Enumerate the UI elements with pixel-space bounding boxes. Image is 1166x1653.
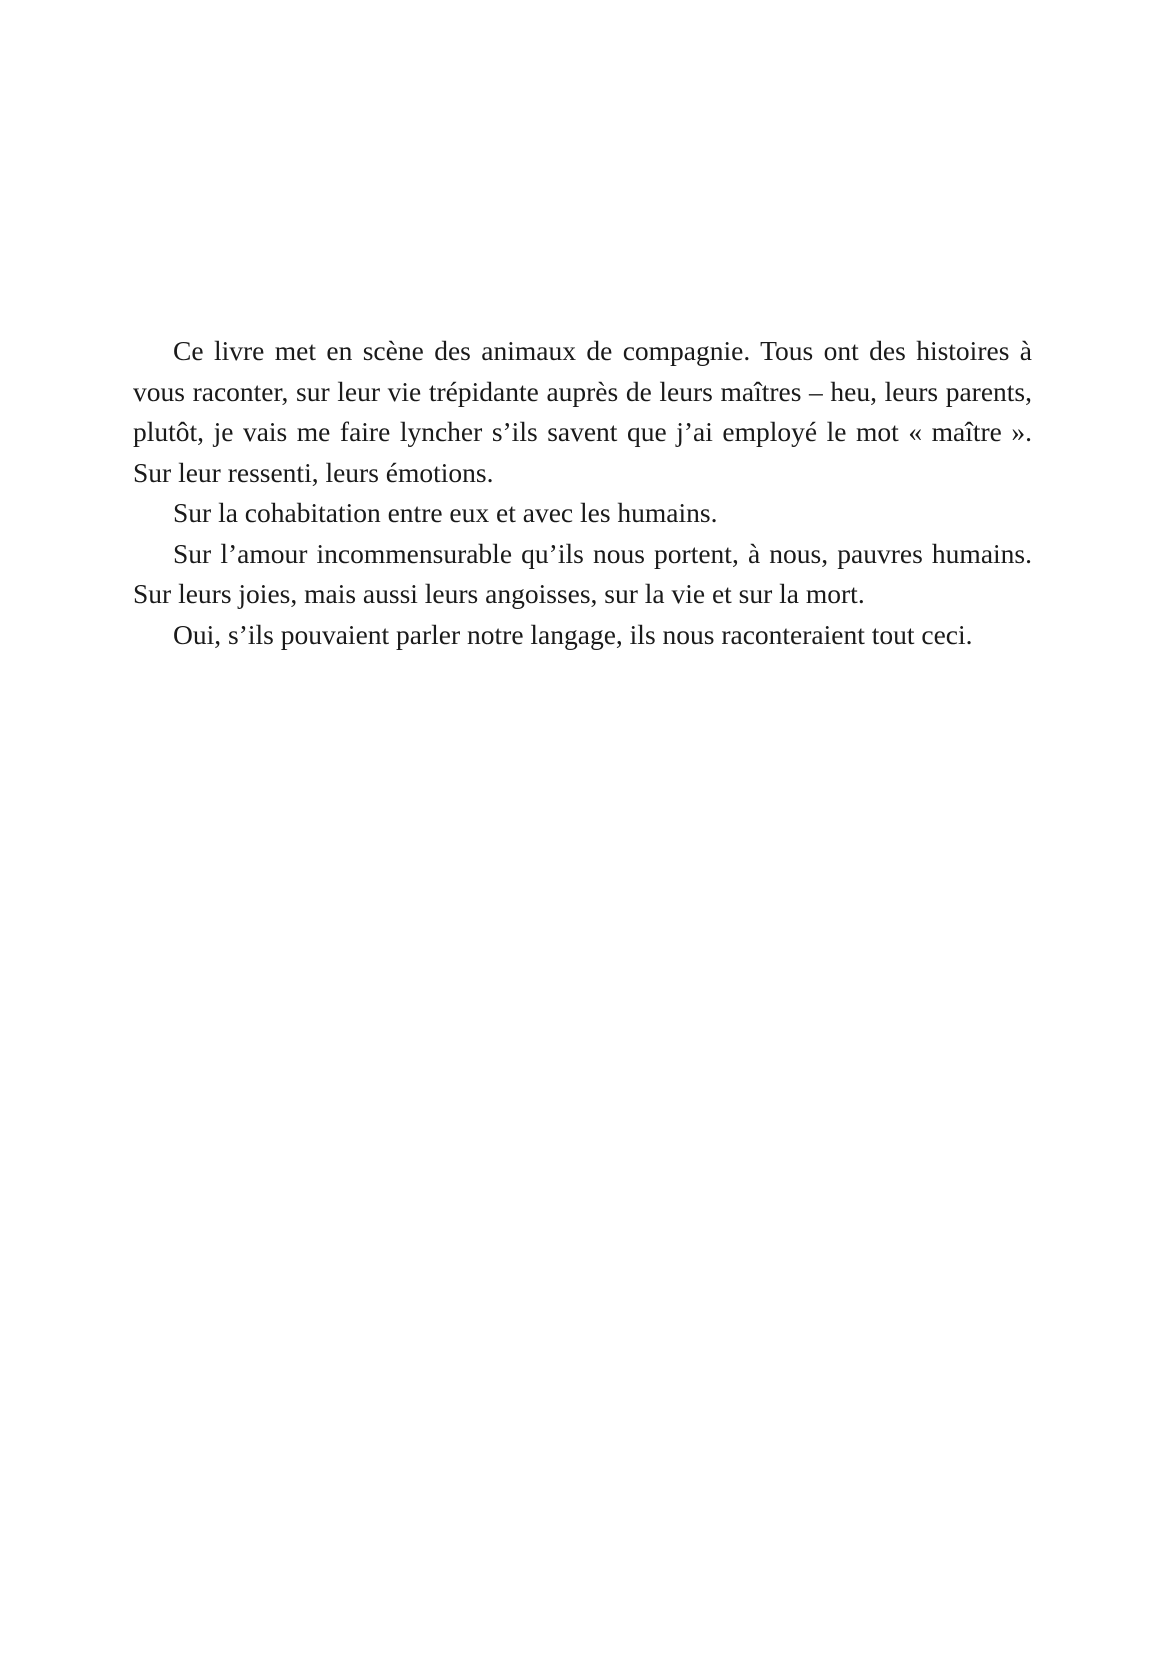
paragraph-intro: Ce livre met en scène des animaux de compagnie. Tous ont des histoires à vous raconter, sur leur vie trépidante auprès de leurs maîtres – heu, leurs parents, plutôt, je vais me faire lyncher s’ils savent que j’ai employé le mot « maître ». Sur leur ressenti, leurs émotions.: [133, 335, 1032, 488]
paragraph-cohabitation: Sur la cohabitation entre eux et avec les humains.: [173, 497, 718, 528]
paragraph-amour: Sur l’amour incommensurable qu’ils nous portent, à nous, pauvres humains. Sur leurs joies, mais aussi leurs angoisses, sur la vie et sur la mort.: [133, 537, 1032, 609]
body-text: [133, 331, 1032, 655]
paragraph-conclusion: Oui, s’ils pouvaient parler notre langage, ils nous raconteraient tout ceci.: [173, 618, 973, 650]
